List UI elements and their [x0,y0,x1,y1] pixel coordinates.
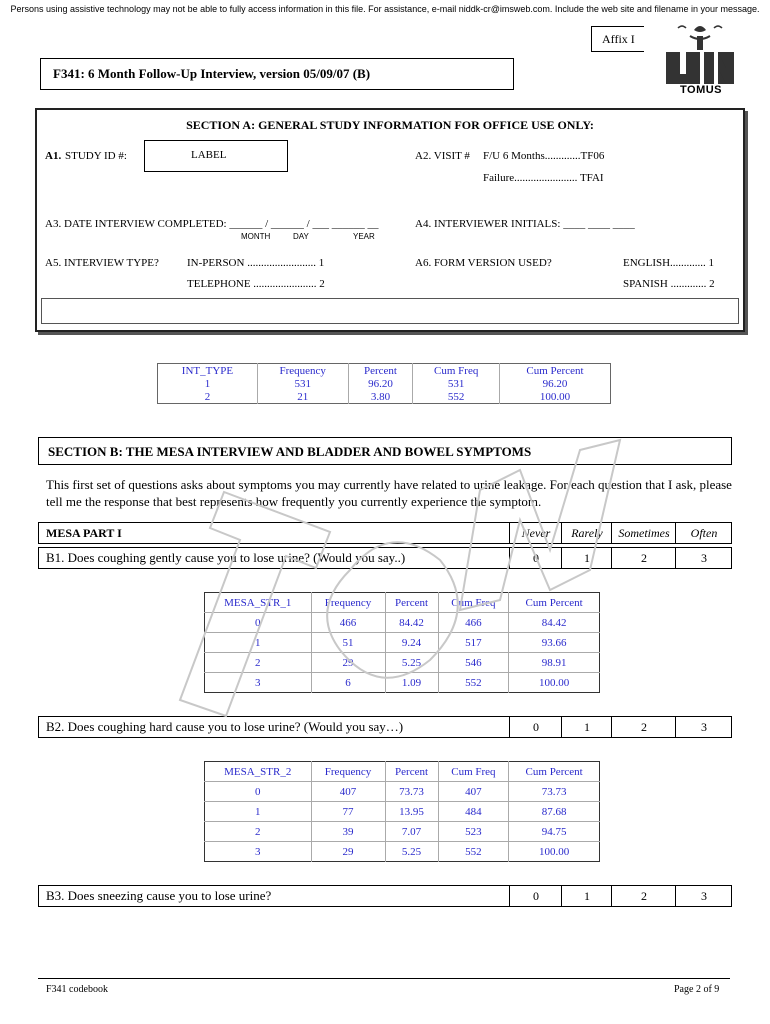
a6-option-english: ENGLISH............. 1 [623,257,715,269]
table-cell: 39 [311,822,385,842]
table-header-cell: Cum Freq [438,593,509,613]
table-cell: 100.00 [539,676,570,689]
table-cell: 6 [311,673,385,693]
score-rarely[interactable]: 1 [561,886,612,906]
table-cell: 2 [205,653,312,673]
table-header-cell: Frequency [257,364,348,378]
table-cell: 1 [205,802,312,822]
table-cell: 466 [311,613,385,633]
mesa-str-1-table [204,592,600,693]
table-header-cell: Percent [385,593,438,613]
table-cell: 94.75 [509,822,600,842]
form-title-box [40,58,514,90]
section-b-intro: This first set of questions asks about symptoms you may currently have related to urine leakage. For each question that I ask, please tell me the response that best represents how frequently you currently experience the symptom. [46,477,732,509]
table-header-cell: Cum Freq [413,364,500,378]
score-sometimes[interactable]: 2 [611,717,676,737]
table-cell: 531 [413,377,500,390]
table-cell: 1.09 [385,673,438,693]
a2-option-failure: Failure....................... TFAI [483,172,604,184]
footer-divider [38,978,730,979]
a6-label: A6. FORM VERSION USED? [415,257,552,269]
table-cell: 407 [311,782,385,802]
score-never[interactable]: 0 [509,548,562,568]
question-text: B2. Does coughing hard cause you to lose urine? (Would you say…) [46,719,404,734]
table-header-cell: MESA_STR_1 [205,593,312,613]
table-row [158,390,611,404]
table-header-cell: Frequency [311,593,385,613]
question-row-b1 [38,547,732,569]
question-row-b2 [38,716,732,738]
table-cell: 21 [257,390,348,404]
section-a-bottom-strip [41,298,739,324]
table-header-row [205,593,600,613]
section-b-box [38,437,732,465]
table-row [158,377,611,390]
table-cell: 2 [158,390,258,404]
table-cell: 523 [438,822,509,842]
never-header: Never [509,523,562,543]
sometimes-header: Sometimes [611,523,676,543]
a6-option-spanish: SPANISH ............. 2 [623,278,715,290]
table-header-cell: MESA_STR_2 [205,762,312,782]
score-sometimes[interactable]: 2 [611,886,676,906]
table-cell: 407 [438,782,509,802]
table-cell: 77 [311,802,385,822]
affix-label-box [591,26,644,52]
table-cell: 96.20 [348,377,413,390]
table-row [205,633,600,653]
table-cell: 100.00 [539,845,570,858]
a5-option-in-person: IN-PERSON ......................... 1 [187,257,325,269]
table-cell: 7.07 [385,822,438,842]
table-row [205,782,600,802]
a2-option-followup: F/U 6 Months.............TF06 [483,150,605,162]
a5-label: A5. INTERVIEW TYPE? [45,257,159,269]
table-cell: 552 [438,842,509,862]
table-cell: 3 [205,673,312,693]
table-cell: 1 [158,377,258,390]
table-cell: 84.42 [509,613,600,633]
table-cell: 0 [205,613,312,633]
table-cell: 5.25 [385,653,438,673]
table-cell: 531 [257,377,348,390]
affix-label-text: Affix I [602,32,635,46]
a3-year-caption: YEAR [353,232,375,241]
table-cell: 5.25 [385,842,438,862]
table-row [205,842,600,862]
table-cell: 546 [438,653,509,673]
table-header-cell: Cum Percent [509,762,600,782]
rarely-header: Rarely [561,523,612,543]
table-cell: 0 [205,782,312,802]
table-cell: 100.00 [539,390,571,403]
table-header-cell: Cum Percent [509,593,600,613]
table-row [205,613,600,633]
table-header-cell: Cum Freq [438,762,509,782]
table-cell: 517 [438,633,509,653]
form-title: F341: 6 Month Follow-Up Interview, version 05/09/07 (B) [53,66,371,81]
table-row [205,673,600,693]
score-rarely[interactable]: 1 [561,717,612,737]
table-cell: 96.20 [542,377,568,390]
table-cell: 9.24 [385,633,438,653]
often-header: Often [675,523,732,543]
table-header-row [158,364,611,378]
study-id-label-text: LABEL [191,149,227,161]
a4-label: A4. INTERVIEWER INITIALS: ____ ____ ____ [415,218,635,230]
study-id-label-box [144,140,288,172]
table-cell: 3 [205,842,312,862]
question-row-b3 [38,885,732,907]
score-sometimes[interactable]: 2 [611,548,676,568]
table-header-cell: Percent [348,364,413,378]
mesa-str-2-table [204,761,600,862]
table-header-cell: INT_TYPE [158,364,258,378]
score-never[interactable]: 0 [509,886,562,906]
footer-page-number: Page 2 of 9 [674,984,720,995]
a3-day-caption: DAY [293,232,309,241]
a2-label: A2. VISIT # [415,150,470,162]
score-often[interactable]: 3 [675,548,732,568]
footer-codebook-label: F341 codebook [46,984,108,995]
int-type-frequency-table [157,363,611,404]
table-row [205,822,600,842]
table-cell: 29 [311,842,385,862]
score-never[interactable]: 0 [509,717,562,737]
question-text: B1. Does coughing gently cause you to lose urine? (Would you say..) [46,550,406,565]
a5-option-telephone: TELEPHONE ....................... 2 [187,278,325,290]
mesa-header-row [38,522,732,544]
question-text: B3. Does sneezing cause you to lose urine? [46,888,272,903]
table-header-cell: Cum Percent [526,364,584,377]
score-rarely[interactable]: 1 [561,548,612,568]
mesa-part-label: MESA PART I [46,526,122,540]
score-often[interactable]: 3 [675,886,732,906]
table-header-cell: Percent [385,762,438,782]
table-cell: 51 [311,633,385,653]
a1-label: STUDY ID #: [65,150,127,162]
table-cell: 1 [205,633,312,653]
table-header-cell: Frequency [311,762,385,782]
section-a-box [35,108,745,332]
table-cell: 13.95 [385,802,438,822]
table-cell: 93.66 [509,633,600,653]
table-cell: 73.73 [385,782,438,802]
score-often[interactable]: 3 [675,717,732,737]
table-row [205,802,600,822]
table-cell: 466 [438,613,509,633]
section-b-title: SECTION B: THE MESA INTERVIEW AND BLADDER AND BOWEL SYMPTOMS [48,444,532,459]
table-cell: 29 [311,653,385,673]
a3-label: A3. DATE INTERVIEW COMPLETED: ______ / ______ / ___ ______ __ [45,218,379,230]
table-cell: 552 [413,390,500,404]
table-cell: 98.91 [509,653,600,673]
a3-month-caption: MONTH [241,232,271,241]
table-cell: 484 [438,802,509,822]
accessibility-notice: Persons using assistive technology may not be able to fully access information in this file. For assistance, e-mail niddk-cr@imsweb.com. Include the web site and filename in your message. [10,4,760,14]
table-cell: 3.80 [348,390,413,404]
table-cell: 84.42 [385,613,438,633]
table-cell: 73.73 [509,782,600,802]
table-cell: 552 [438,673,509,693]
table-cell: 87.68 [509,802,600,822]
a1-number: A1. [45,150,62,162]
table-header-row [205,762,600,782]
table-row [205,653,600,673]
section-a-title: SECTION A: GENERAL STUDY INFORMATION FOR OFFICE USE ONLY: [186,118,594,132]
table-cell: 2 [205,822,312,842]
logo-wordmark: TOMUS [680,84,723,96]
